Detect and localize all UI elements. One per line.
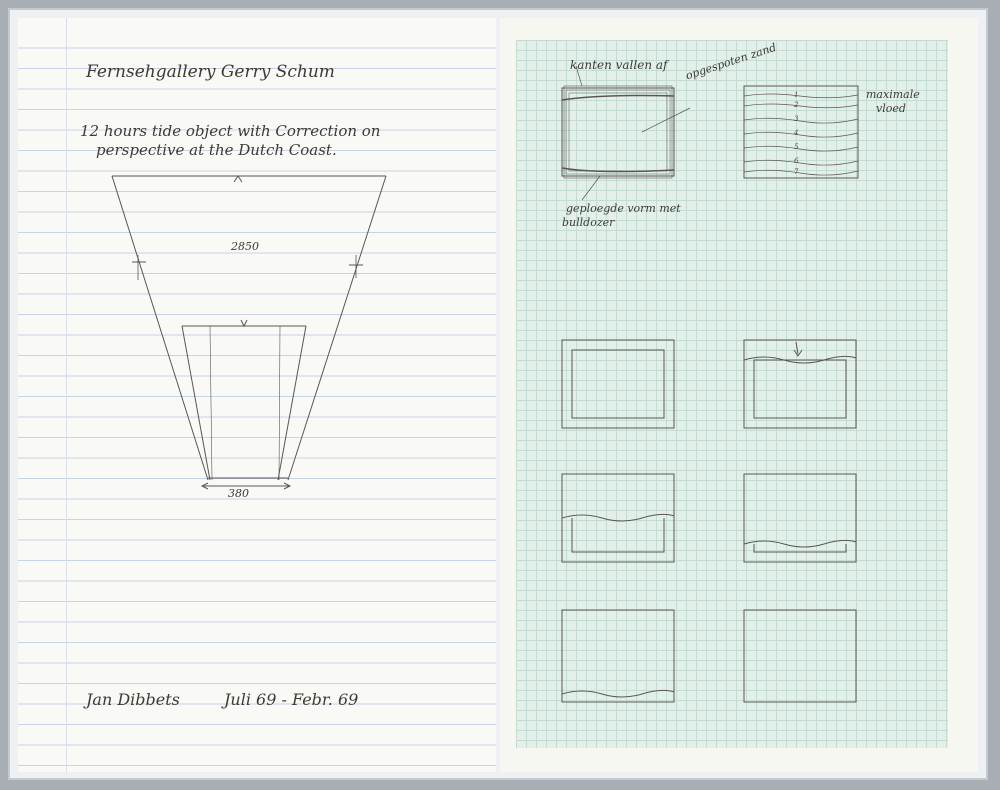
water-level-number: 5 (794, 143, 799, 151)
note-edges: kanten vallen af (570, 58, 668, 72)
note-sand: opgespoten zand (684, 40, 778, 83)
bulldozed-block-sketch (562, 66, 690, 200)
dimension-arrow-bottom (202, 483, 290, 489)
water-level-number: 1 (794, 91, 799, 99)
note-flood-1: maximale (866, 88, 920, 101)
description-line-2: perspective at the Dutch Coast. (96, 141, 337, 159)
dimension-label-top: 2850 (231, 240, 259, 253)
drawing-title: Fernsehgallery Gerry Schum (86, 62, 335, 82)
tide-stage-1 (562, 340, 674, 428)
water-level-number: 3 (794, 115, 799, 123)
note-bulldozer-1: geploegde vorm met (566, 202, 681, 215)
tide-stage-3 (562, 474, 674, 562)
note-bulldozer-2: bulldozer (562, 216, 615, 229)
water-level-number: 6 (794, 157, 799, 165)
description-line-1: 12 hours tide object with Correction on (80, 122, 381, 140)
water-level-number: 2 (794, 101, 799, 109)
dimension-label-bottom: 380 (228, 487, 249, 500)
note-flood-2: vloed (876, 102, 906, 115)
tide-stage-6 (744, 610, 856, 702)
artist-signature: Jan Dibbets (86, 690, 180, 709)
water-level-number: 7 (794, 168, 799, 176)
perspective-trapezoid (112, 176, 386, 480)
tide-stage-2 (744, 340, 856, 428)
date-annotation: Juli 69 - Febr. 69 (224, 690, 359, 709)
tide-stage-4 (744, 474, 856, 562)
water-level-diagram (744, 86, 858, 178)
tide-stage-5 (562, 610, 674, 702)
water-level-number: 4 (794, 129, 799, 137)
water-level-numbers (793, 91, 799, 176)
